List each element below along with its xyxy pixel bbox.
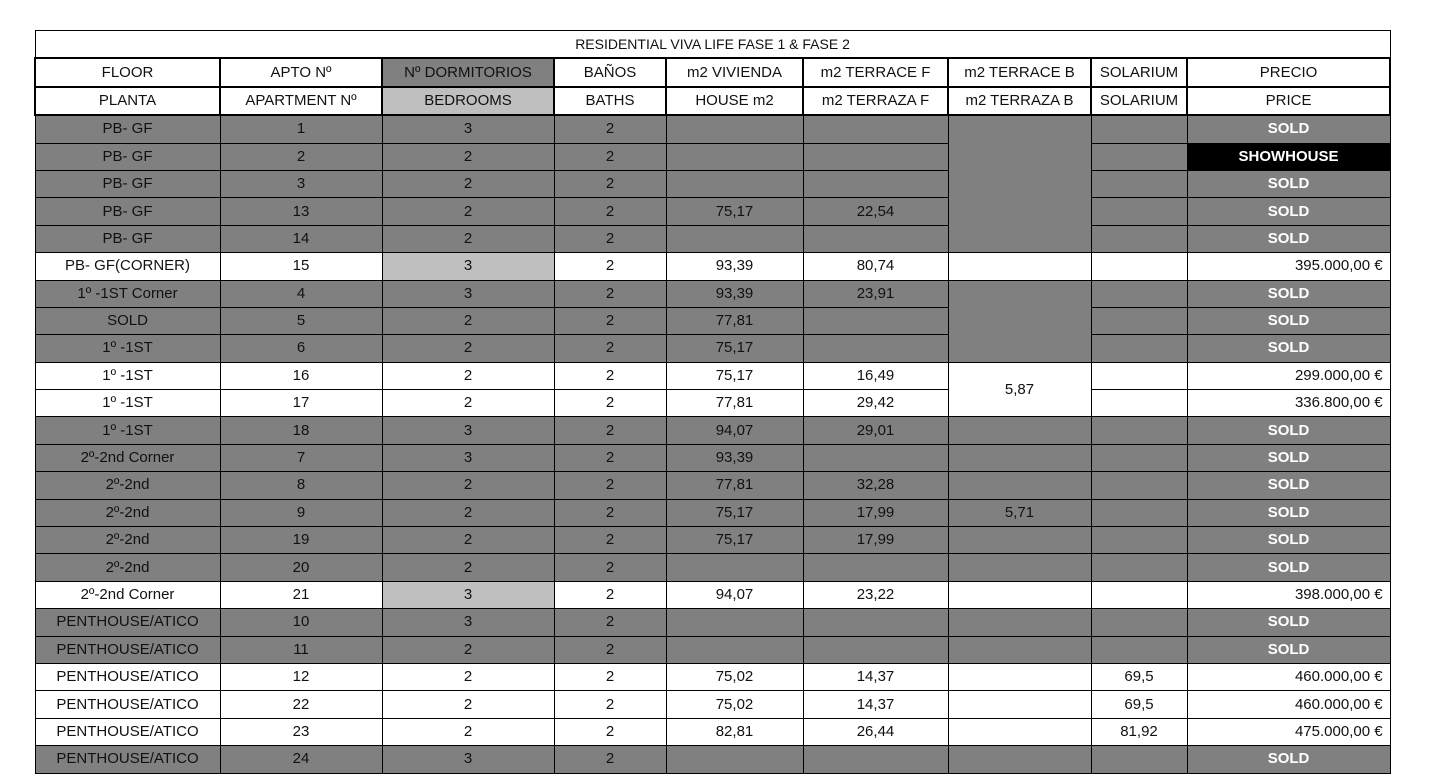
cell-apto: 19 bbox=[220, 527, 382, 554]
table-row bbox=[35, 417, 1390, 444]
cell-price: SOLD bbox=[1187, 609, 1390, 636]
cell-price: 395.000,00 € bbox=[1187, 253, 1390, 280]
cell-house-m2: 75,17 bbox=[666, 362, 803, 389]
cell-floor: 1º -1ST bbox=[35, 390, 220, 417]
cell-terrace-f: 32,28 bbox=[803, 472, 948, 499]
header-row-en bbox=[35, 87, 1390, 115]
table-row bbox=[35, 527, 1390, 554]
cell-house-m2 bbox=[666, 746, 803, 773]
cell-house-m2: 75,17 bbox=[666, 335, 803, 362]
cell-terrace-f bbox=[803, 170, 948, 197]
cell-bedrooms: 2 bbox=[382, 499, 554, 526]
cell-terrace-b bbox=[948, 280, 1091, 362]
table-row bbox=[35, 609, 1390, 636]
cell-floor: PENTHOUSE/ATICO bbox=[35, 718, 220, 745]
cell-price: SOLD bbox=[1187, 746, 1390, 773]
cell-solarium bbox=[1091, 746, 1187, 773]
cell-floor: 2º-2nd bbox=[35, 527, 220, 554]
cell-house-m2 bbox=[666, 143, 803, 170]
cell-baths: 2 bbox=[554, 280, 666, 307]
header-row-es bbox=[35, 58, 1390, 86]
cell-house-m2 bbox=[666, 170, 803, 197]
cell-apto: 17 bbox=[220, 390, 382, 417]
cell-baths: 2 bbox=[554, 225, 666, 252]
cell-price: SOLD bbox=[1187, 444, 1390, 471]
cell-apto: 12 bbox=[220, 663, 382, 690]
cell-floor: PB- GF bbox=[35, 225, 220, 252]
cell-baths: 2 bbox=[554, 554, 666, 581]
cell-floor: 1º -1ST bbox=[35, 417, 220, 444]
header-terrace-f-en: m2 TERRAZA F bbox=[803, 87, 948, 115]
cell-floor: 1º -1ST bbox=[35, 362, 220, 389]
cell-apto: 14 bbox=[220, 225, 382, 252]
cell-floor: 1º -1ST bbox=[35, 335, 220, 362]
header-terrace-b-es: m2 TERRACE B bbox=[948, 58, 1091, 86]
cell-baths: 2 bbox=[554, 253, 666, 280]
table-row bbox=[35, 170, 1390, 197]
cell-solarium bbox=[1091, 499, 1187, 526]
cell-bedrooms: 2 bbox=[382, 143, 554, 170]
header-baths-es: BAÑOS bbox=[554, 58, 666, 86]
cell-apto: 24 bbox=[220, 746, 382, 773]
cell-price: SOLD bbox=[1187, 170, 1390, 197]
cell-solarium bbox=[1091, 253, 1187, 280]
cell-price: 336.800,00 € bbox=[1187, 390, 1390, 417]
cell-bedrooms: 2 bbox=[382, 390, 554, 417]
table-row bbox=[35, 746, 1390, 773]
table-row bbox=[35, 115, 1390, 143]
cell-solarium: 81,92 bbox=[1091, 718, 1187, 745]
cell-solarium bbox=[1091, 280, 1187, 307]
cell-solarium bbox=[1091, 609, 1187, 636]
cell-terrace-b bbox=[948, 115, 1091, 252]
cell-baths: 2 bbox=[554, 115, 666, 143]
cell-price: SOLD bbox=[1187, 335, 1390, 362]
cell-apto: 9 bbox=[220, 499, 382, 526]
cell-terrace-b: 5,87 bbox=[948, 362, 1091, 417]
cell-floor: PB- GF bbox=[35, 170, 220, 197]
table-row bbox=[35, 663, 1390, 690]
cell-terrace-f bbox=[803, 307, 948, 334]
cell-baths: 2 bbox=[554, 636, 666, 663]
cell-bedrooms: 2 bbox=[382, 362, 554, 389]
cell-apto: 13 bbox=[220, 198, 382, 225]
cell-terrace-f: 29,01 bbox=[803, 417, 948, 444]
cell-apto: 20 bbox=[220, 554, 382, 581]
cell-terrace-f: 80,74 bbox=[803, 253, 948, 280]
header-house-m2-es: m2 VIVIENDA bbox=[666, 58, 803, 86]
cell-floor: PB- GF(CORNER) bbox=[35, 253, 220, 280]
cell-house-m2 bbox=[666, 554, 803, 581]
header-price-en: PRICE bbox=[1187, 87, 1390, 115]
cell-baths: 2 bbox=[554, 170, 666, 197]
cell-apto: 11 bbox=[220, 636, 382, 663]
table-row bbox=[35, 335, 1390, 362]
cell-terrace-b bbox=[948, 253, 1091, 280]
cell-solarium bbox=[1091, 636, 1187, 663]
cell-price: SOLD bbox=[1187, 554, 1390, 581]
header-apto-es: APTO Nº bbox=[220, 58, 382, 86]
cell-solarium bbox=[1091, 390, 1187, 417]
cell-baths: 2 bbox=[554, 691, 666, 718]
table-row bbox=[35, 499, 1390, 526]
cell-price: SOLD bbox=[1187, 499, 1390, 526]
cell-bedrooms: 2 bbox=[382, 335, 554, 362]
cell-price: SOLD bbox=[1187, 198, 1390, 225]
cell-house-m2 bbox=[666, 115, 803, 143]
table-row bbox=[35, 253, 1390, 280]
header-solarium-es: SOLARIUM bbox=[1091, 58, 1187, 86]
cell-house-m2: 75,17 bbox=[666, 527, 803, 554]
cell-bedrooms: 2 bbox=[382, 170, 554, 197]
cell-bedrooms: 2 bbox=[382, 663, 554, 690]
cell-bedrooms: 2 bbox=[382, 225, 554, 252]
cell-price: 299.000,00 € bbox=[1187, 362, 1390, 389]
cell-terrace-b bbox=[948, 718, 1091, 745]
table-row bbox=[35, 718, 1390, 745]
cell-baths: 2 bbox=[554, 499, 666, 526]
cell-house-m2: 77,81 bbox=[666, 307, 803, 334]
cell-solarium bbox=[1091, 115, 1187, 143]
header-terrace-b-en: m2 TERRAZA B bbox=[948, 87, 1091, 115]
cell-price: SOLD bbox=[1187, 280, 1390, 307]
cell-apto: 4 bbox=[220, 280, 382, 307]
table-row bbox=[35, 554, 1390, 581]
cell-terrace-f: 17,99 bbox=[803, 499, 948, 526]
cell-house-m2: 94,07 bbox=[666, 417, 803, 444]
cell-solarium bbox=[1091, 581, 1187, 608]
header-house-m2-en: HOUSE m2 bbox=[666, 87, 803, 115]
table-row bbox=[35, 307, 1390, 334]
cell-price: SOLD bbox=[1187, 527, 1390, 554]
cell-floor: 2º-2nd Corner bbox=[35, 444, 220, 471]
cell-floor: PB- GF bbox=[35, 115, 220, 143]
header-floor-es: FLOOR bbox=[35, 58, 220, 86]
cell-floor: 2º-2nd bbox=[35, 499, 220, 526]
cell-house-m2: 93,39 bbox=[666, 280, 803, 307]
cell-bedrooms: 3 bbox=[382, 609, 554, 636]
cell-solarium bbox=[1091, 143, 1187, 170]
cell-floor: PENTHOUSE/ATICO bbox=[35, 691, 220, 718]
cell-bedrooms: 3 bbox=[382, 444, 554, 471]
cell-baths: 2 bbox=[554, 362, 666, 389]
price-list-table bbox=[34, 30, 1391, 774]
cell-bedrooms: 3 bbox=[382, 115, 554, 143]
table-row bbox=[35, 636, 1390, 663]
cell-baths: 2 bbox=[554, 663, 666, 690]
cell-bedrooms: 2 bbox=[382, 307, 554, 334]
cell-baths: 2 bbox=[554, 444, 666, 471]
cell-price: 475.000,00 € bbox=[1187, 718, 1390, 745]
cell-house-m2: 94,07 bbox=[666, 581, 803, 608]
cell-house-m2: 75,02 bbox=[666, 663, 803, 690]
cell-bedrooms: 3 bbox=[382, 417, 554, 444]
header-terrace-f-es: m2 TERRACE F bbox=[803, 58, 948, 86]
cell-house-m2: 75,17 bbox=[666, 499, 803, 526]
cell-terrace-f: 14,37 bbox=[803, 691, 948, 718]
cell-bedrooms: 2 bbox=[382, 527, 554, 554]
table-row bbox=[35, 390, 1390, 417]
cell-price: SOLD bbox=[1187, 472, 1390, 499]
cell-terrace-f bbox=[803, 143, 948, 170]
cell-price: 460.000,00 € bbox=[1187, 691, 1390, 718]
cell-terrace-f: 23,22 bbox=[803, 581, 948, 608]
cell-bedrooms: 3 bbox=[382, 280, 554, 307]
cell-terrace-f bbox=[803, 335, 948, 362]
cell-terrace-b bbox=[948, 691, 1091, 718]
cell-house-m2: 93,39 bbox=[666, 253, 803, 280]
cell-apto: 23 bbox=[220, 718, 382, 745]
cell-apto: 21 bbox=[220, 581, 382, 608]
cell-floor: PB- GF bbox=[35, 198, 220, 225]
cell-baths: 2 bbox=[554, 472, 666, 499]
cell-bedrooms: 2 bbox=[382, 198, 554, 225]
header-bedrooms-en: BEDROOMS bbox=[382, 87, 554, 115]
cell-house-m2: 93,39 bbox=[666, 444, 803, 471]
cell-solarium bbox=[1091, 444, 1187, 471]
cell-terrace-f: 16,49 bbox=[803, 362, 948, 389]
cell-solarium bbox=[1091, 417, 1187, 444]
cell-price: SOLD bbox=[1187, 417, 1390, 444]
cell-terrace-b bbox=[948, 636, 1091, 663]
cell-terrace-f: 26,44 bbox=[803, 718, 948, 745]
cell-bedrooms: 3 bbox=[382, 581, 554, 608]
cell-apto: 15 bbox=[220, 253, 382, 280]
cell-terrace-f: 23,91 bbox=[803, 280, 948, 307]
cell-baths: 2 bbox=[554, 390, 666, 417]
cell-apto: 7 bbox=[220, 444, 382, 471]
cell-bedrooms: 2 bbox=[382, 554, 554, 581]
cell-floor: PB- GF bbox=[35, 143, 220, 170]
cell-baths: 2 bbox=[554, 335, 666, 362]
cell-floor: 1º -1ST Corner bbox=[35, 280, 220, 307]
cell-floor: PENTHOUSE/ATICO bbox=[35, 636, 220, 663]
header-bedrooms-es: Nº DORMITORIOS bbox=[382, 58, 554, 86]
cell-solarium bbox=[1091, 554, 1187, 581]
cell-baths: 2 bbox=[554, 527, 666, 554]
cell-solarium bbox=[1091, 527, 1187, 554]
cell-floor: SOLD bbox=[35, 307, 220, 334]
header-baths-en: BATHS bbox=[554, 87, 666, 115]
table-row bbox=[35, 472, 1390, 499]
cell-solarium bbox=[1091, 335, 1187, 362]
cell-solarium bbox=[1091, 362, 1187, 389]
cell-terrace-b bbox=[948, 417, 1091, 444]
cell-bedrooms: 3 bbox=[382, 253, 554, 280]
cell-apto: 16 bbox=[220, 362, 382, 389]
cell-bedrooms: 2 bbox=[382, 472, 554, 499]
cell-terrace-f: 22,54 bbox=[803, 198, 948, 225]
header-solarium-en: SOLARIUM bbox=[1091, 87, 1187, 115]
cell-baths: 2 bbox=[554, 718, 666, 745]
cell-solarium bbox=[1091, 198, 1187, 225]
table-row bbox=[35, 691, 1390, 718]
cell-apto: 18 bbox=[220, 417, 382, 444]
cell-apto: 8 bbox=[220, 472, 382, 499]
cell-bedrooms: 2 bbox=[382, 691, 554, 718]
cell-house-m2: 77,81 bbox=[666, 472, 803, 499]
cell-terrace-f: 17,99 bbox=[803, 527, 948, 554]
cell-house-m2: 82,81 bbox=[666, 718, 803, 745]
cell-floor: PENTHOUSE/ATICO bbox=[35, 746, 220, 773]
cell-apto: 1 bbox=[220, 115, 382, 143]
cell-floor: 2º-2nd bbox=[35, 472, 220, 499]
cell-price: SOLD bbox=[1187, 636, 1390, 663]
cell-price: 398.000,00 € bbox=[1187, 581, 1390, 608]
cell-floor: PENTHOUSE/ATICO bbox=[35, 609, 220, 636]
cell-price: SOLD bbox=[1187, 225, 1390, 252]
cell-apto: 2 bbox=[220, 143, 382, 170]
table-title: RESIDENTIAL VIVA LIFE FASE 1 & FASE 2 bbox=[35, 31, 1390, 59]
title-row bbox=[35, 31, 1390, 59]
cell-solarium bbox=[1091, 307, 1187, 334]
cell-house-m2: 75,02 bbox=[666, 691, 803, 718]
cell-terrace-f bbox=[803, 554, 948, 581]
cell-price: SHOWHOUSE bbox=[1187, 143, 1390, 170]
cell-bedrooms: 2 bbox=[382, 718, 554, 745]
cell-solarium: 69,5 bbox=[1091, 691, 1187, 718]
cell-apto: 10 bbox=[220, 609, 382, 636]
cell-floor: 2º-2nd Corner bbox=[35, 581, 220, 608]
header-floor-en: PLANTA bbox=[35, 87, 220, 115]
cell-baths: 2 bbox=[554, 307, 666, 334]
cell-terrace-f bbox=[803, 115, 948, 143]
table-row bbox=[35, 198, 1390, 225]
cell-baths: 2 bbox=[554, 143, 666, 170]
table-row bbox=[35, 362, 1390, 389]
cell-price: SOLD bbox=[1187, 307, 1390, 334]
cell-house-m2 bbox=[666, 225, 803, 252]
cell-price: 460.000,00 € bbox=[1187, 663, 1390, 690]
cell-terrace-f: 14,37 bbox=[803, 663, 948, 690]
cell-terrace-f bbox=[803, 609, 948, 636]
cell-baths: 2 bbox=[554, 198, 666, 225]
table-body bbox=[35, 31, 1390, 774]
cell-terrace-b bbox=[948, 472, 1091, 499]
table-row bbox=[35, 280, 1390, 307]
table-row bbox=[35, 225, 1390, 252]
cell-price: SOLD bbox=[1187, 115, 1390, 143]
cell-terrace-b bbox=[948, 527, 1091, 554]
cell-terrace-f bbox=[803, 636, 948, 663]
cell-terrace-b bbox=[948, 663, 1091, 690]
table-row bbox=[35, 143, 1390, 170]
cell-terrace-b: 5,71 bbox=[948, 499, 1091, 526]
cell-solarium: 69,5 bbox=[1091, 663, 1187, 690]
cell-terrace-f bbox=[803, 444, 948, 471]
cell-house-m2 bbox=[666, 636, 803, 663]
cell-house-m2: 77,81 bbox=[666, 390, 803, 417]
cell-terrace-f: 29,42 bbox=[803, 390, 948, 417]
cell-apto: 22 bbox=[220, 691, 382, 718]
cell-terrace-b bbox=[948, 444, 1091, 471]
cell-terrace-f bbox=[803, 225, 948, 252]
cell-solarium bbox=[1091, 472, 1187, 499]
cell-apto: 6 bbox=[220, 335, 382, 362]
cell-baths: 2 bbox=[554, 417, 666, 444]
header-price-es: PRECIO bbox=[1187, 58, 1390, 86]
table-row bbox=[35, 444, 1390, 471]
cell-house-m2: 75,17 bbox=[666, 198, 803, 225]
cell-terrace-f bbox=[803, 746, 948, 773]
header-apto-en: APARTMENT Nº bbox=[220, 87, 382, 115]
cell-baths: 2 bbox=[554, 609, 666, 636]
cell-house-m2 bbox=[666, 609, 803, 636]
cell-terrace-b bbox=[948, 554, 1091, 581]
cell-solarium bbox=[1091, 170, 1187, 197]
cell-baths: 2 bbox=[554, 581, 666, 608]
cell-floor: PENTHOUSE/ATICO bbox=[35, 663, 220, 690]
table-row bbox=[35, 581, 1390, 608]
cell-terrace-b bbox=[948, 746, 1091, 773]
cell-bedrooms: 2 bbox=[382, 636, 554, 663]
cell-baths: 2 bbox=[554, 746, 666, 773]
cell-apto: 5 bbox=[220, 307, 382, 334]
cell-terrace-b bbox=[948, 581, 1091, 608]
cell-solarium bbox=[1091, 225, 1187, 252]
cell-apto: 3 bbox=[220, 170, 382, 197]
cell-bedrooms: 3 bbox=[382, 746, 554, 773]
cell-floor: 2º-2nd bbox=[35, 554, 220, 581]
cell-terrace-b bbox=[948, 609, 1091, 636]
